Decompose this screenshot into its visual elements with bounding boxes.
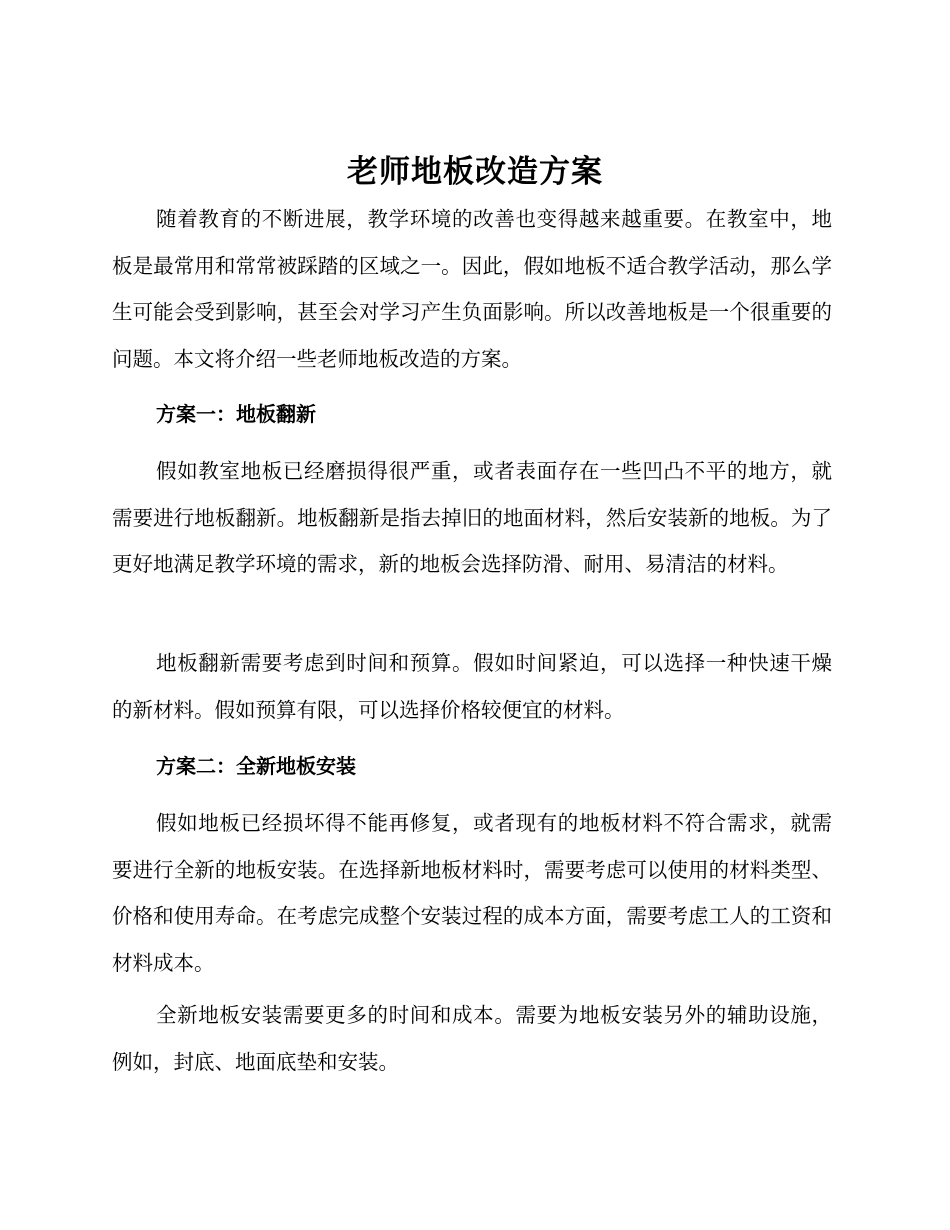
section-1-heading: 方案一：地板翻新	[156, 402, 316, 426]
section-2-heading: 方案二：全新地板安装	[156, 754, 356, 778]
section-1-paragraph-1: 假如教室地板已经磨损得很严重，或者表面存在一些凹凸不平的地方，就需要进行地板翻新。地板翻新是指去掉旧的地面材料，然后安装新的地板。为了更好地满足教学环境的需求，新的地板会选择防滑、耐用、易清洁的材料。	[112, 459, 832, 576]
intro-paragraph: 随着教育的不断进展，教学环境的改善也变得越来越重要。在教室中，地板是最常用和常常被踩踏的区域之一。因此，假如地板不适合教学活动，那么学生可能会受到影响，甚至会对学习产生负面影响。所以改善地板是一个很重要的问题。本文将介绍一些老师地板改造的方案。	[112, 207, 832, 371]
document-title: 老师地板改造方案	[347, 154, 603, 190]
section-2-paragraph-1: 假如地板已经损坏得不能再修复，或者现有的地板材料不符合需求，就需要进行全新的地板安装。在选择新地板材料时，需要考虑可以使用的材料类型、价格和使用寿命。在考虑完成整个安装过程的成本方面，需要考虑工人的工资和材料成本。	[112, 811, 832, 975]
section-1-paragraph-2: 地板翻新需要考虑到时间和预算。假如时间紧迫，可以选择一种快速干燥的新材料。假如预算有限，可以选择价格较便宜的材料。	[112, 651, 832, 722]
section-2-paragraph-2: 全新地板安装需要更多的时间和成本。需要为地板安装另外的辅助设施，例如，封底、地面底垫和安装。	[112, 1003, 832, 1074]
